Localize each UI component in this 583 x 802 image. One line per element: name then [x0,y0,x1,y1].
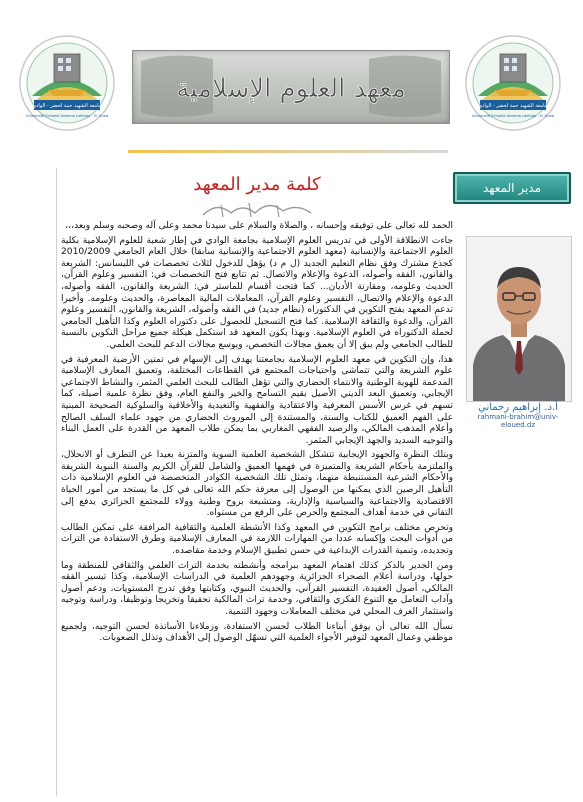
page-header [0,0,583,160]
basmala-calligraphy [61,197,453,221]
banner-title: معهد العلوم الإسلامية [176,74,406,104]
banner-calligraphy [133,51,449,123]
basmala-calligraphy-icon [197,197,317,221]
university-logo-left[interactable] [18,34,116,132]
header-divider [128,150,448,153]
sidebar-tab-director[interactable] [453,172,571,204]
university-logo-right[interactable] [464,34,562,132]
logo-right-line-1: جامعة الشهيد حمة لخضر - الوادي [478,103,548,109]
director-email[interactable]: rahmani-brahim@univ-eloued.dz [477,413,559,429]
director-message-article [56,168,457,796]
person-photo-icon [467,237,571,401]
article-paragraph-6: ومن الجدير بالذكر كذلك اهتمام المعهد ببرامجه وأنشطته بخدمة التراث العلمي والثقافي للمنطقة وما حولها، ودراسة أعلام الصحراء الجزائرية وجهودهم العلمية في الدراسات الإسلامية، وكذا تيسير الفقه المالكي، أصول العقيدة، التفسير القرآني، والحديث النبوي، وكتابتها وفق تدرج المستويات، ودعم أصول وآداب التعامل مع التنوع الفكري والثقافي، وخدمة تراث المالكية تحقيقا وتخريجا وتوظيفا، ودراسة وتوجيه واستثمار العرف المحلي في مختلف المعاملات وجهود التنمية. [61,560,453,617]
director-name: أ.د. إبراهيم رحماني [478,402,558,413]
article-paragraph-4: وبتلك النظرة والجهود الإيجابية تتشكل الشخصية العلمية السوية والمتزنة بعيدا عن التطرف أو الانحلال، والملتزمة بأحكام الشريعة والمتميزة في فهمها العميق والشامل للقرآن الكريم والسنة النبوية الشريفة والأحكام الشرعية المستنبطة منهما، وتمثل تلك الشخصية الكوادر المتخصصة في العلوم الإسلامية ذات التأهيل الرصين الذي يمكنها من الوصول إلى معرفة حكم الله تعالى في كل ما يستجد من أمور الحياة الاقتصادية والاجتماعية والسياسية والإدارية، ومتشبعة بروح وطنية وولاء للمجتمع الجزائري يدفع إلى التفاني في خدمة أهداف المجتمع والحرص على الرفع من مستواه. [61,450,453,519]
article-paragraph-1: الحمد لله تعالى على توفيقه وإحسانه ، والصلاة والسلام على سيدنا محمد وعلى آله وصحبه وسلم وبعد،،، [65,221,453,231]
logo-left-line-2: Université Echahid Hamma Lakhdar - El Oued [25,114,109,118]
director-photo [466,236,572,402]
article-paragraph-2: جاءت الانطلاقة الأولى في تدريس العلوم الإسلامية بجامعة الوادي في إطار شعبة للعلوم الإسلامية بكلية العلوم الاجتماعية والإنسانية (معهد العلوم الاجتماعية والإنسانية سابقا) خلال العام الجامعي 2010/2009 كجذع مشترك وفق نظام التعليم الجديد (ل م د) يؤهل للدخول لثلاث تخصصات في الليسانس: الشريعة والقانون، الفقه وأصوله، الدعوة والإعلام والاتصال. ثم تتابع فتح التخصصات في: التفسير وعلوم القرآن، الحديث وعلومه، ومقارنة الأديان... كما فتحت أقسام للماستر في: الشريعة والقانون، الفقه وأصوله، الدعوة والإعلام والاتصال، التفسير وعلوم القرآن، المعاملات المالية المعاصرة، والحديث وعلومه. وأخيرا تدعم المعهد بفتح التكوين في الدكتوراه (نظام جديد) في الفقه وأصوله، الشريعة والقانون، التفسير وعلوم القرآن، والدعوة والثقافة الإسلامية. كما فتح التسجيل للحصول على دكتوراه العلوم وكذا التأهيل الجامعي لحملة الدكتوراه في العلوم الإسلامية. وبهذا يكون المعهد قد استكمل هيكلة جميع مراحل التكوين بالنسبة للطالب الجامعي ولم يبق إلا أن يعمق مجالات التخصص، ويوسع مجالات الدعم للبحث العلمي. [61,235,453,350]
logo-left-line-1: جامعة الشهيد حمة لخضر - الوادي [32,103,102,109]
article-paragraph-7: نسأل الله تعالى أن يوفق أبناءنا الطلاب لحسن الاستفادة، وزملاءنا الأساتذة لحسن التوجيه، ولجميع موظفي وعمال المعهد لتوفير الأجواء العلمية التي تسهّل الوصول إلى الأهداف وتذلل الصعوبات. [61,621,453,644]
institute-banner [132,50,450,124]
sidebar-tab-label: مدير المعهد [482,181,542,195]
article-paragraph-5: وتحرص مختلف برامج التكوين في المعهد وكذا الأنشطة العلمية والثقافية المرافقة على تمكين الطالب من أدوات البحث وإكسابه عددا من المهارات اللازمة في المعارف الإسلامية وطرق الاستفادة من التراث وتجديده، وتنمية القدرات الإبداعية في حسن تطبيق الإسلام وخدمة مقاصده. [61,522,453,557]
director-caption [466,402,570,429]
article-paragraph-3: هذا، وإن التكوين في معهد العلوم الإسلامية بجامعتنا يهدف إلى الإسهام في تمتين الأرضية المعرفية في علوم الشريعة والتي تتماشى واحتياجات المجتمع في القطاعات المختلفة، وتعميق المعارف الإسلامية المدعمة للهوية الوطنية والانتماء الحضاري والتي تؤهل الطالب للبحث العلمي المثمر، والنشاط الاجتماعي الإيجابي، وتعميق البعد الديني الأصيل بقيم التسامح والخير والنفع العام، وفق نظرة علمية أصيلة، كما تسهم في غرس الأسس المعرفية والاعتقادية والفقهية والتعبدية والأخلاقية والسلوكية الصحيحة المبنية على الفهم العميق للكتاب والسنة، والمستندة إلى الموروث الحضاري من جهود علماء السلف الصالح وأعلام المذهب المالكي، والرصيد الفقهي المغاربي بما يمكن طلاب المعهد من القدرة على العمل البناء والتوجيه السديد والجهد الإيجابي المثمر. [61,354,453,446]
article-title: كلمة مدير المعهد [193,174,321,195]
logo-right-line-2: Université Echahid Hamma Lakhdar - El Oued [471,114,555,118]
